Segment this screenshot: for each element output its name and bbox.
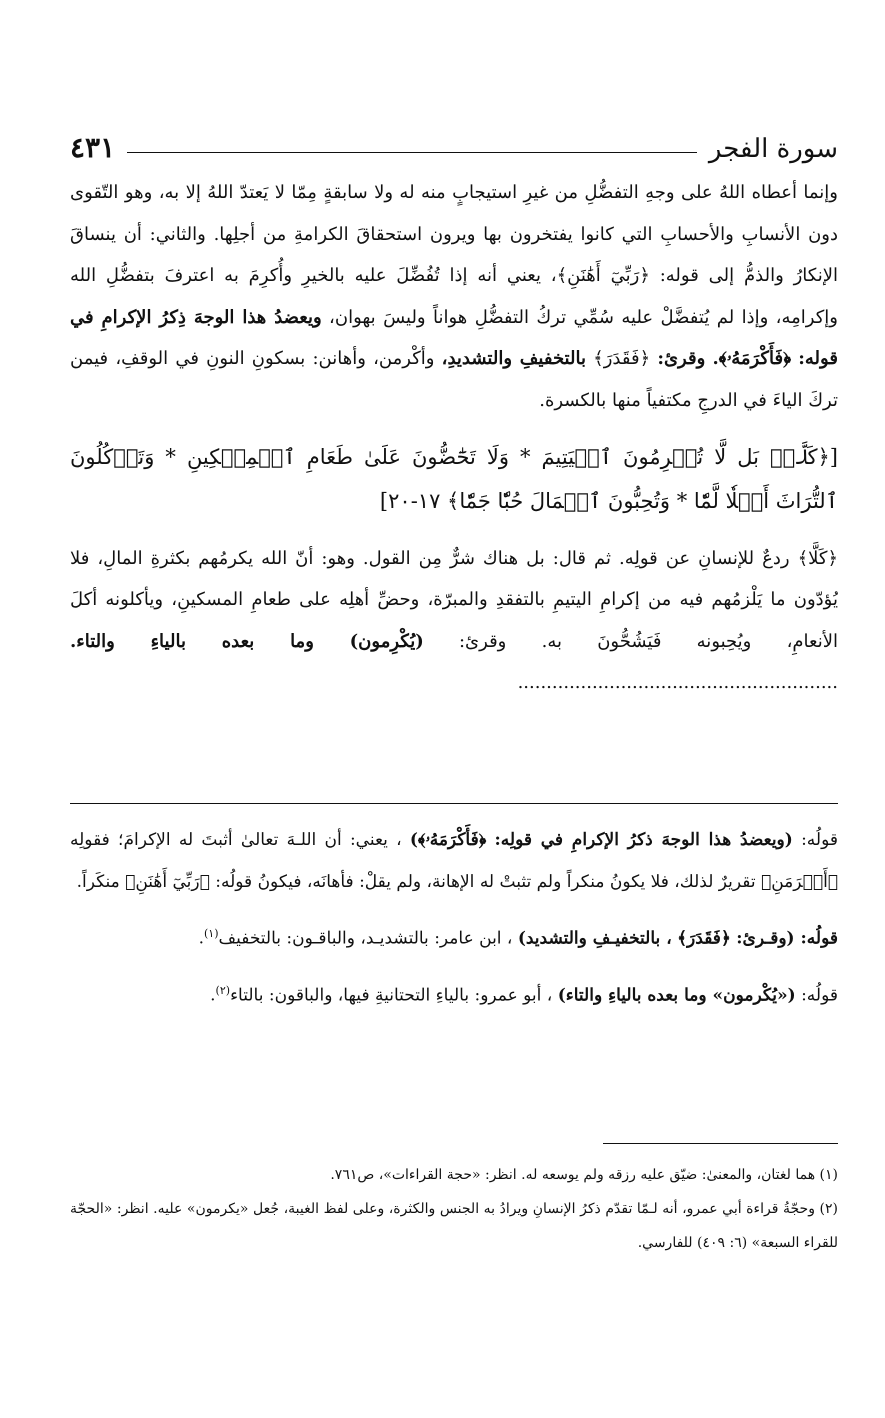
main-paragraph-1 <box>70 172 838 422</box>
footnote-2: (٢) وحجّةُ قراءة أبي عمرو، أنه لـمّا تقدّم ذكرُ الإنسانِ ويرادُ به الجنس والكثرة، وعلى لفظ الغيبة، جُعل «يكرمون» عليه. انظر: «الحجّة للقراء السبعة» (٦: ٤٠٩) للفارسي. <box>70 1201 838 1251</box>
section-divider <box>70 803 838 804</box>
commentary-section <box>70 820 838 1027</box>
paragraph-text: ردعٌ للإنسانِ عن قولِه. ثم قال: بل هناك شرٌّ مِن القول. وهو: أنّ الله يكرمُهم بكثرةِ المالِ، فلا يُؤدّون ما يَلْزمُهم فيه من إكرامِ اليتيمِ بالتفقدِ والمبرّة، وحضِّ أهلِه على طعامِ المسكينِ، ويأكلونه أكلَ الأنعامِ، ويُحِبونه فَيَشُحُّونَ به. وقرئ: <box>70 547 838 652</box>
header-rule <box>127 152 697 153</box>
surah-title: سورة الفجر <box>708 134 838 164</box>
quran-quote: ﴿فَقَدَرَ﴾ <box>677 928 731 949</box>
commentary-note-1 <box>70 820 838 903</box>
book-page <box>70 0 838 1418</box>
quran-verse-block <box>70 436 838 524</box>
main-paragraph-2 <box>70 538 838 704</box>
footnote-1: (١) هما لغتان، والمعنىٰ: ضيّق عليه رزقه ولم يوسعه له. انظر: «حجة القراءات»، ص٧٦١. <box>330 1167 838 1183</box>
note-text: ، أبو عمرو: بالياءِ التحتانيةِ فيها، والباقون: بالتاء <box>230 985 553 1006</box>
note-quote: (ويعضدُ هذا الوجهَ ذكرُ الإكرامِ في قولِه: <box>494 830 793 850</box>
quran-quote: ﴿فَأَكْرَمَهُۥ﴾) <box>409 830 487 850</box>
quran-quote: ﴿أَكۡرَمَنِ﴾ <box>761 871 838 892</box>
note-lead: قولُه: <box>801 830 838 850</box>
qiraa-label: وقرئ: <box>657 348 706 370</box>
quran-quote: ﴿فَقَدَرَ﴾ <box>593 348 651 370</box>
bold-phrase: ويعضدُ هذا الوجهَ ذِكرُ الإكرامِ في قوله: <box>70 306 838 370</box>
quran-quote: ﴿رَبِّيٓ أَهَٰنَنِ﴾ <box>125 871 210 892</box>
note-text: منكَراً. <box>76 871 120 892</box>
note-text: تقريرٌ لذلك، فلا يكونُ منكراً ولم تثبتْ له الإهانة، ولم يقلْ: فأهانَه، فيكونُ قولُه: <box>215 871 756 892</box>
quran-quote: ﴿كَلَّا﴾ <box>797 547 838 569</box>
bold-phrase: (يُكْرِمون) وما بعده بالياءِ والتاء. <box>70 630 424 652</box>
bold-phrase: بالتخفيفِ والتشديدِ، <box>441 348 586 370</box>
note-lead: قولُه: <box>801 985 838 1006</box>
main-text <box>70 172 838 704</box>
note-lead: قولُه: (وقـرئ: <box>736 928 838 949</box>
commentary-note-3: قولُه: («يُكْرمون» وما بعده بالياءِ والتاء) ، أبو عمرو: بالياءِ التحتانيةِ فيها، والباقون: بالتاء$^{(٢)}$. <box>210 984 838 1006</box>
page-number: ٤٣١ <box>70 131 116 164</box>
ellipsis-dots: ........................................................ <box>517 672 838 694</box>
footnote-ref[interactable]: (١) <box>203 927 219 940</box>
paragraph-text: وأكْرمن، وأهانن: بسكونِ النونِ في الوقفِ، فيمن تركَ الياءَ في الدرجِ مكتفياً منها بالكسرة. <box>70 348 838 411</box>
page-header <box>70 122 838 162</box>
footnote-ref[interactable]: (٢) <box>215 984 231 998</box>
note-quote: ، بالتخفيـفِ والتشديد) <box>517 928 672 949</box>
footnote-rule <box>603 1143 838 1144</box>
paragraph-text: وإنما أعطاه اللهُ على وجهِ التفضُّلِ من غيرِ استيجابٍ منه له ولا سابقةٍ مِمّا لا يَعتدّ اللهُ إلا به، وهو التّقوى دون الأنسابِ والأحسابِ التي كانوا يفتخرون بها ويرون استحقاقَ الكرامةِ من أجلِها. والثاني: أن ينساقَ الإنكارُ والذمُّ إلى قوله: ﴿رَبِّيٓ أَهَٰنَنِ﴾، يعني أنه إذا تُفُضِّلَ عليه بالخيرِ وأُكرِمَ به اعترفَ بتفضُّلِ الله وإكرامِه، وإذا لم يُتفضَّلْ عليه سُمِّي تركُ التفضُّلِ هواناً وليسَ بهوان، <box>70 182 838 328</box>
footnotes <box>70 1158 838 1260</box>
quran-verse: [﴿كَلَّاۖ بَل لَّا تُكۡرِمُونَ ٱلۡيَتِيمَ * وَلَا تَحَٰٓضُّونَ عَلَىٰ طَعَامِ ٱلۡمِسۡكِينِ * وَتَأۡكُلُونَ ٱلتُّرَاثَ أَكۡلٗا لَّمّٗا * وَتُحِبُّونَ ٱلۡمَالَ حُبّٗا جَمّٗا﴾ ١٧-٢٠] <box>70 444 838 513</box>
note-quote: («يُكْرمون» وما بعده بالياءِ والتاء) <box>557 985 796 1006</box>
quran-quote: ﴿فَأَكْرَمَهُۥ﴾. <box>712 348 792 370</box>
commentary-note-2: قولُه: (وقـرئ: ﴿فَقَدَرَ﴾ ، بالتخفيـفِ والتشديد) ، ابن عامر: بالتشديـد، والباقـون: بالتخفيف$^{(١)}$. <box>198 927 838 949</box>
note-text: ، ابن عامر: بالتشديـد، والباقـون: بالتخفيف <box>218 928 513 949</box>
note-text: ، يعني: أن اللـهَ تعالىٰ أثبتَ له الإكرامَ؛ فقولِه <box>70 830 402 850</box>
